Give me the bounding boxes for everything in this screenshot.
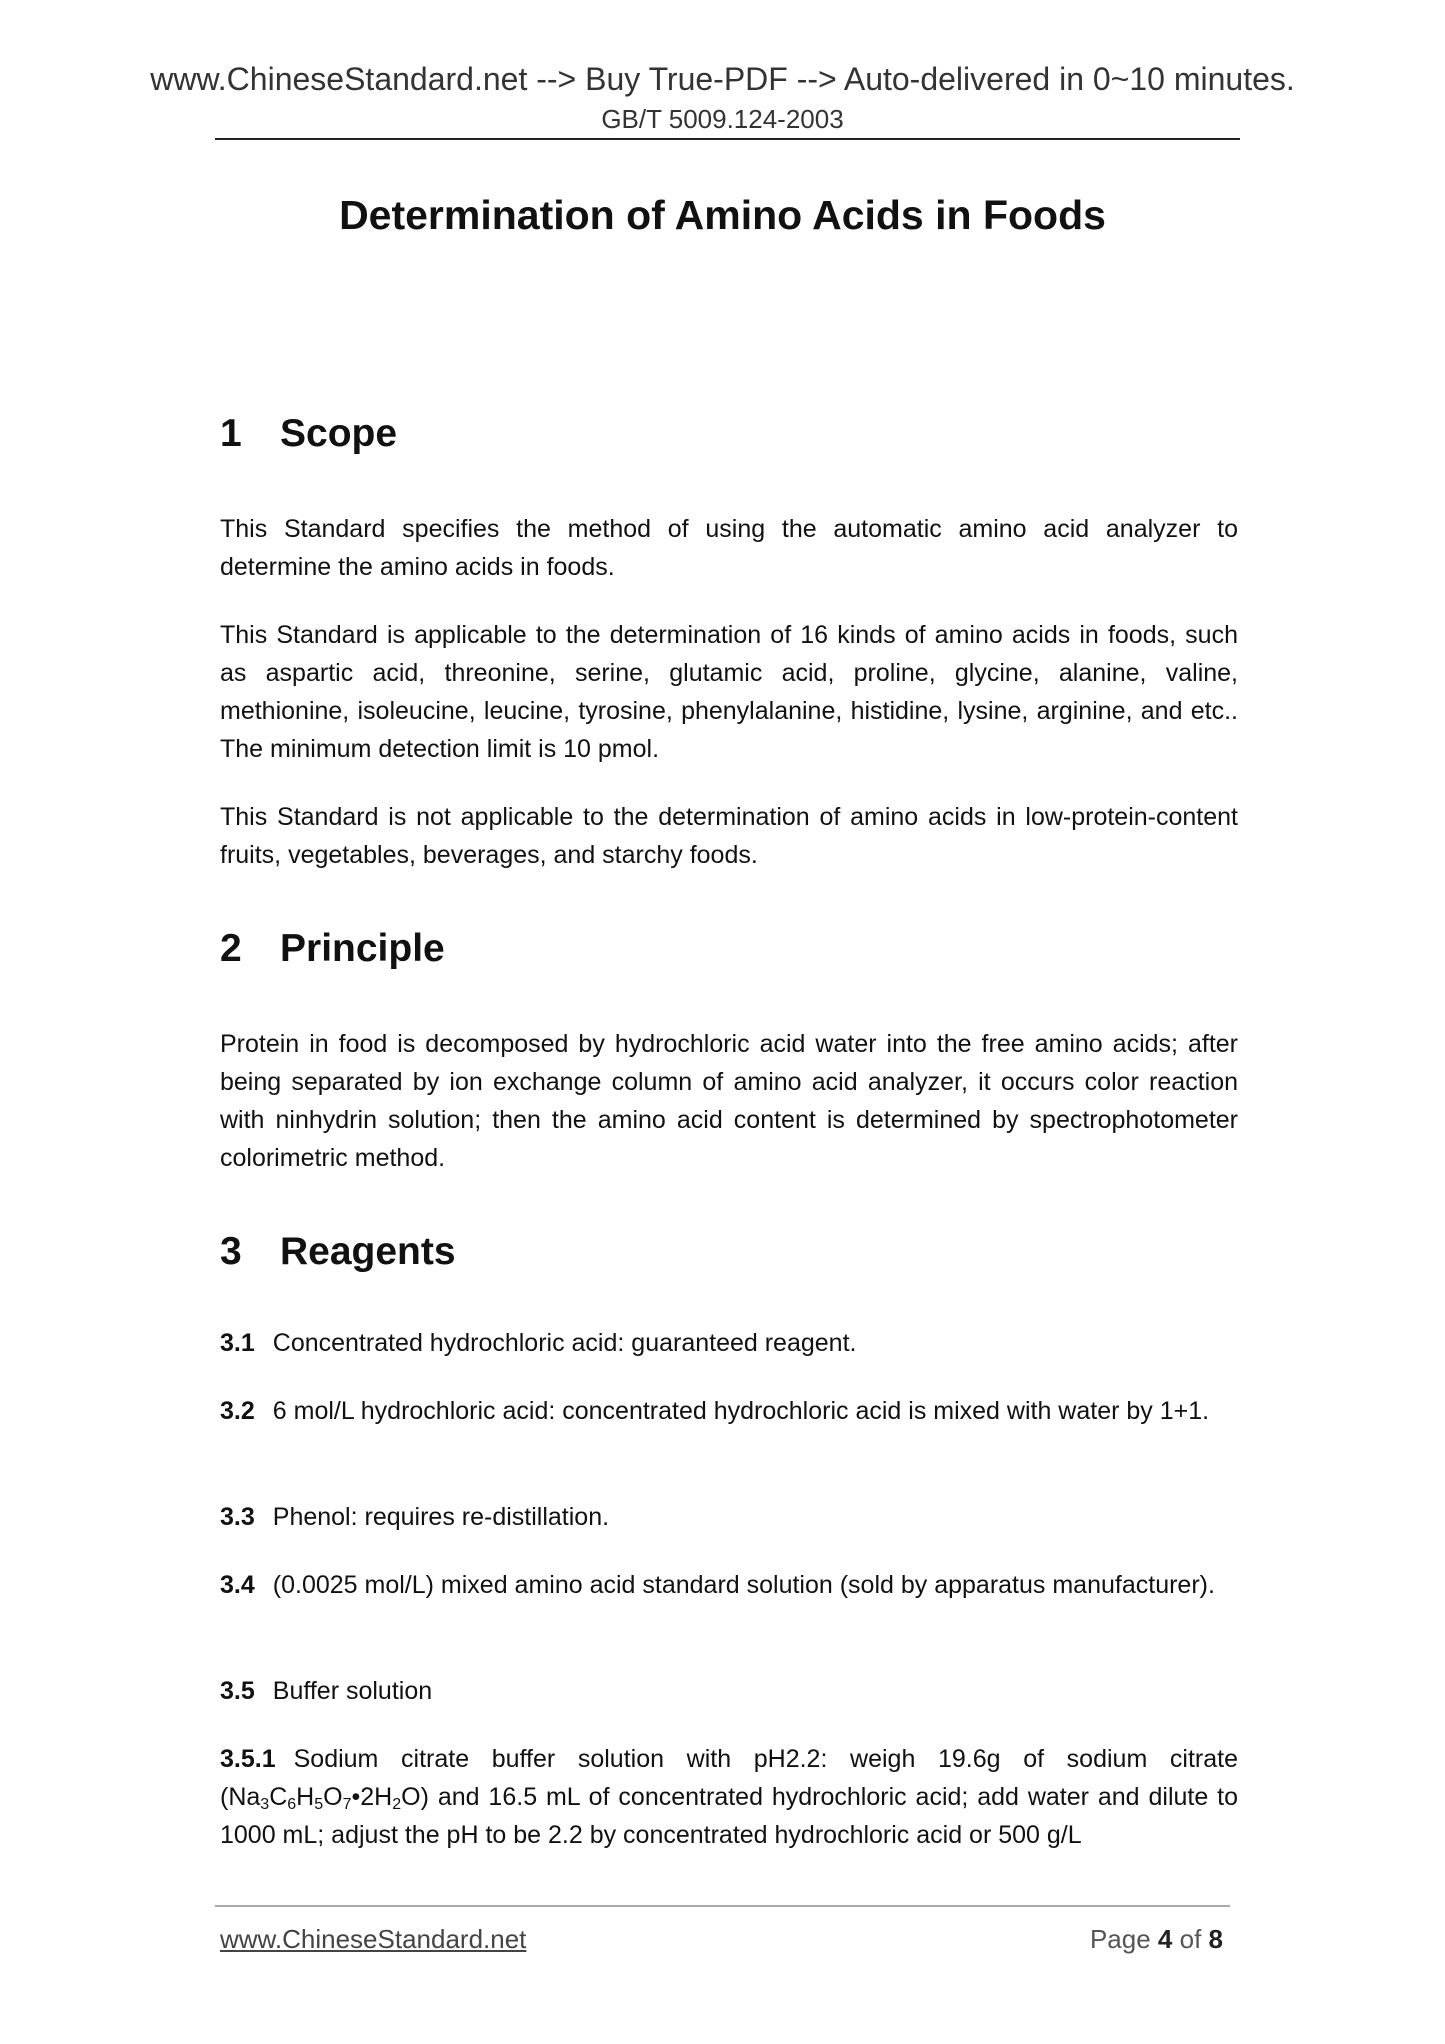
clause-text-before: Sodium citrate buffer solution with pH2.2: weigh 19.6g of sodium citrate <box>293 1745 1238 1773</box>
clause-number: 3.5 <box>220 1677 255 1705</box>
promo-banner[interactable]: www.ChineseStandard.net --> Buy True-PDF --> Auto-delivered in 0~10 minutes. <box>150 61 1295 97</box>
clause-3-4 <box>220 1566 1238 1604</box>
section-title: Scope <box>280 412 398 455</box>
clause-number: 3.4 <box>220 1571 255 1599</box>
chemical-formula: $(Na_3C_6H_5O_7•2H_2O)$ <box>220 1783 429 1813</box>
clause-text: Phenol: requires re-distillation. <box>272 1503 610 1531</box>
standard-code: GB/T 5009.124-2003 <box>601 104 844 134</box>
clause-3-3 <box>220 1498 1238 1536</box>
clause-text: (0.0025 mol/L) mixed amino acid standard solution (sold by apparatus manufacturer). <box>272 1571 1215 1599</box>
principle-paragraph: Protein in food is decomposed by hydrochloric acid water into the free amino acids; after being separated by ion exchange column of amino acid analyzer, it occurs color reaction with ninhydrin solution; then the amino acid content is determined by spectrophotometer colorimetric method. <box>220 1030 1238 1172</box>
section-title: Principle <box>280 927 445 970</box>
clause-number: 3.2 <box>220 1397 255 1425</box>
section-number: 3 <box>220 1230 242 1273</box>
section-number: 2 <box>220 927 242 970</box>
clause-text: Concentrated hydrochloric acid: guaranteed reagent. <box>272 1329 857 1357</box>
clause-text-after: and 16.5 mL of concentrated hydrochloric acid; add water and dilute to 1000 mL; adjust the pH to be 2.2 by concentrated hydrochloric acid or 500 g/L <box>220 1783 1238 1849</box>
clause-3-5-1 <box>220 1740 1238 1854</box>
section-heading-principle <box>220 925 445 973</box>
document-title: Determination of Amino Acids in Foods <box>339 192 1106 238</box>
scope-paragraph-3: This Standard is not applicable to the determination of amino acids in low-protein-content fruits, vegetables, beverages, and starchy foods. <box>220 803 1238 869</box>
page-total: 8 <box>1208 1924 1223 1954</box>
page-current: 4 <box>1157 1924 1173 1954</box>
clause-3-1 <box>220 1324 1238 1362</box>
section-number: 1 <box>220 412 242 455</box>
scope-paragraph-2: This Standard is applicable to the determination of 16 kinds of amino acids in foods, such as aspartic acid, threonine, serine, glutamic acid, proline, glycine, alanine, valine, methionine, isoleucine, leucine, tyrosine, phenylalanine, histidine, lysine, arginine, and etc.. The minimum detection limit is 10 pmol. <box>220 621 1238 763</box>
section-heading-reagents <box>220 1228 456 1276</box>
clause-text: 6 mol/L hydrochloric acid: concentrated hydrochloric acid is mixed with water by 1+1. <box>272 1397 1210 1425</box>
page-label: Page <box>1089 1924 1151 1954</box>
clause-3-2 <box>220 1392 1238 1430</box>
page-number <box>1090 1923 1223 1955</box>
clause-3-5 <box>220 1672 1238 1710</box>
header-divider <box>215 138 1240 140</box>
footer-website-link[interactable]: www.ChineseStandard.net <box>220 1924 527 1954</box>
clause-number: 3.3 <box>220 1503 255 1531</box>
footer-divider <box>215 1905 1230 1907</box>
scope-paragraph-1: This Standard specifies the method of using the automatic amino acid analyzer to determine the amino acids in foods. <box>220 515 1238 581</box>
section-title: Reagents <box>280 1230 456 1273</box>
clause-number: 3.1 <box>220 1329 255 1357</box>
page-of-label: of <box>1179 1924 1202 1954</box>
section-heading-scope <box>220 410 397 458</box>
clause-text: Buffer solution <box>272 1677 433 1705</box>
clause-number: 3.5.1 <box>220 1745 276 1773</box>
